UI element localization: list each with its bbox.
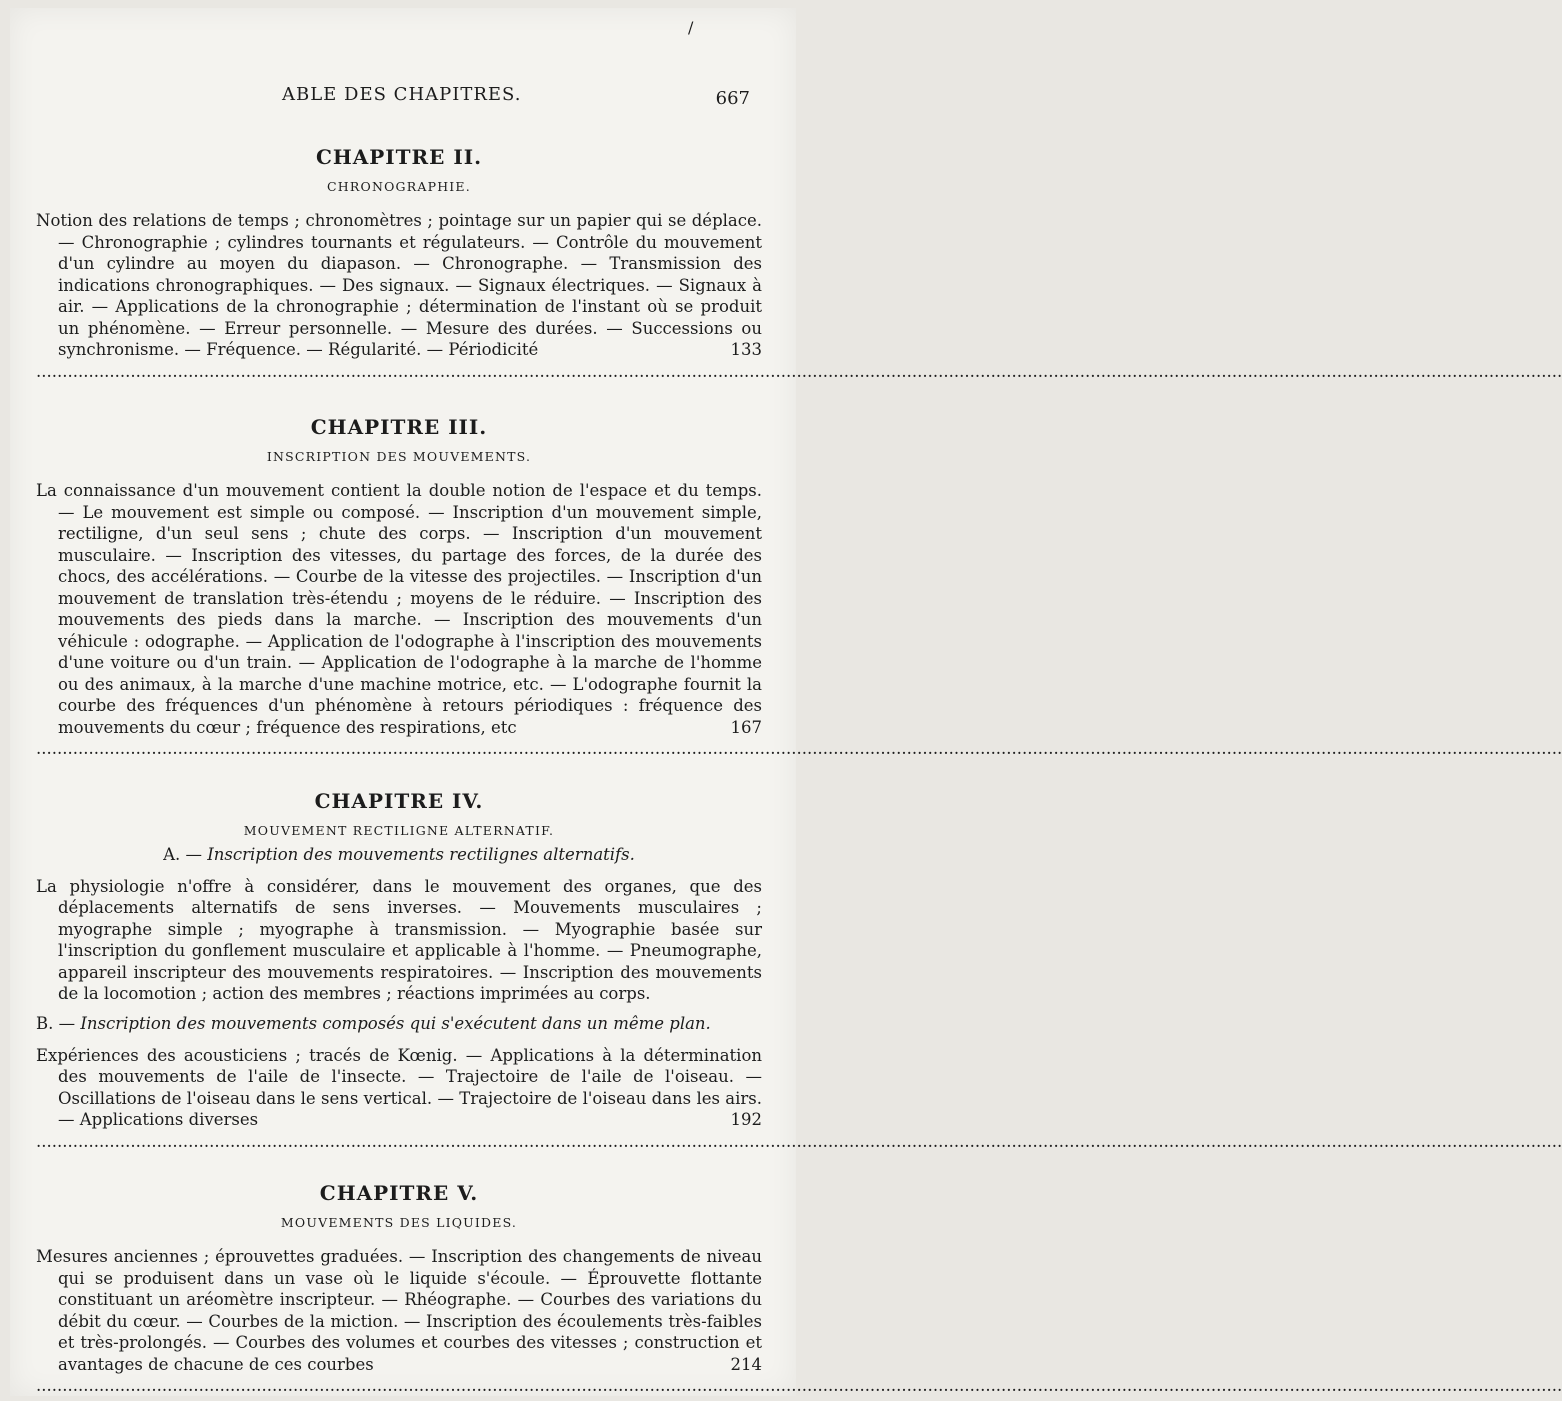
leader-dots: ................................................................................................................................................................................................................................................................................................... bbox=[36, 1376, 1562, 1395]
chapter-subtitle: INSCRIPTION DES MOUVEMENTS. bbox=[266, 449, 532, 464]
chapter-subtitle: CHRONOGRAPHIE. bbox=[327, 179, 471, 194]
chapter-heading: CHAPITRE V. bbox=[319, 1181, 479, 1205]
summary-text: La connaissance d'un mouvement contient la double notion de l'espace et du temps. — Le mouvement est simple ou composé. — Inscription d'un mouvement simple, rectiligne, d'un seul sens ; chute des corps. — Inscription d'un mouvement musculaire. — Inscription des vitesses, du partage des forces, de la durée des chocs, des accélérations. — Courbe de la vitesse des projectiles. — Inscription d'un mouvement de translation très-étendu ; moyens de le réduire. — Inscription des mouvements des pieds dans la marche. — Inscription des mouvements d'un véhicule : odographe. — Application de l'odographe à l'inscription des mouvements d'une voiture ou d'un train. — Application de l'odographe à la marche de l'homme ou des animaux, à la marche d'une machine motrice, etc. — L'odographe fournit la courbe des fréquences d'un phénomène à retours périodiques : fréquence des mouvements du cœur ; fréquence des respirations, etc bbox=[36, 481, 762, 737]
chapter-4 bbox=[36, 786, 1562, 1153]
chapter-5 bbox=[36, 1178, 1562, 1397]
running-header bbox=[10, 82, 796, 112]
running-title: ABLE DES CHAPITRES. bbox=[282, 84, 522, 105]
chapter-summary bbox=[36, 1246, 1562, 1397]
section-a-summary: La physiologie n'offre à considérer, dans le mouvement des organes, que des déplacements alternatifs de sens inverses. — Mouvements musculaires ; myographe simple ; myographe à transmission. — Myographie basée sur l'inscription du gonflement musculaire et applicable à l'homme. — Pneumographe, appareil inscripteur des mouvements respiratoires. — Inscription des mouvements de la locomotion ; action des membres ; réactions imprimées au corps. bbox=[36, 876, 762, 1003]
chapter-page-ref: 133 bbox=[730, 340, 762, 359]
corner-mark: / bbox=[688, 18, 694, 37]
section-b-label: B. — bbox=[36, 1013, 76, 1033]
leader-dots: ................................................................................................................................................................................................................................................................................................... bbox=[36, 739, 1562, 758]
section-b-heading bbox=[36, 1013, 762, 1035]
chapter-3 bbox=[36, 412, 1562, 760]
chapter-summary bbox=[36, 210, 1562, 382]
chapter-page-ref: 192 bbox=[730, 1110, 762, 1129]
chapter-page-ref: 167 bbox=[730, 717, 762, 737]
summary-text: Notion des relations de temps ; chronomètres ; pointage sur un papier qui se déplace. — Chronographie ; cylindres tournants et régulateurs. — Contrôle du mouvement d'un cylindre au moyen du diapason. — Chronographe. — Transmission des indications chronographiques. — Des signaux. — Signaux électriques. — Signaux à air. — Applications de la chronographie ; détermination de l'instant où se produit un phénomène. — Erreur personnelle. — Mesure des durées. — Successions ou synchronisme. — Fréquence. — Régularité. — Périodicité bbox=[36, 211, 762, 359]
page-number: 667 bbox=[715, 88, 750, 109]
section-b-summary bbox=[36, 1045, 1562, 1153]
chapter-heading: CHAPITRE IV. bbox=[314, 788, 484, 813]
leader-dots: ................................................................................................................................................................................................................................................................................................... bbox=[36, 1131, 1562, 1151]
chapter-summary bbox=[36, 480, 1562, 760]
section-a-heading bbox=[36, 844, 762, 866]
leader-dots: ................................................................................................................................................................................................................................................................................................... bbox=[36, 361, 1562, 381]
summary-text: Expériences des acousticiens ; tracés de Kœnig. — Applications à la détermination des mouvements de l'aile de l'insecte. — Trajectoire de l'aile de l'oiseau. — Oscillations de l'oiseau dans le sens vertical. — Trajectoire de l'oiseau dans les airs. — Applications diverses bbox=[36, 1045, 762, 1129]
section-b-title: Inscription des mouvements composés qui s'exécutent dans un même plan. bbox=[80, 1013, 711, 1033]
chapter-subtitle: MOUVEMENTS DES LIQUIDES. bbox=[280, 1215, 518, 1230]
chapter-heading: CHAPITRE III. bbox=[310, 415, 488, 439]
summary-text: Mesures anciennes ; éprouvettes graduées. — Inscription des changements de niveau qui se produisent dans un vase où le liquide s'écoule. — Éprouvette flottante constituant un aréomètre inscripteur. — Rhéographe. — Courbes des variations du débit du cœur. — Courbes de la miction. — Inscription des écoulements très-faibles et très-prolongés. — Courbes des volumes et courbes des vitesses ; construction et avantages de chacune de ces courbes bbox=[36, 1247, 762, 1374]
chapter-page-ref: 214 bbox=[730, 1354, 762, 1374]
section-a-label: A. — bbox=[163, 844, 203, 864]
section-a-title: Inscription des mouvements rectilignes alternatifs. bbox=[207, 844, 635, 864]
chapter-heading: CHAPITRE II. bbox=[315, 145, 483, 169]
book-page bbox=[10, 8, 1562, 1396]
chapter-subtitle: MOUVEMENT RECTILIGNE ALTERNATIF. bbox=[243, 822, 555, 838]
table-of-contents bbox=[36, 142, 1562, 1397]
chapter-2 bbox=[36, 142, 1562, 382]
